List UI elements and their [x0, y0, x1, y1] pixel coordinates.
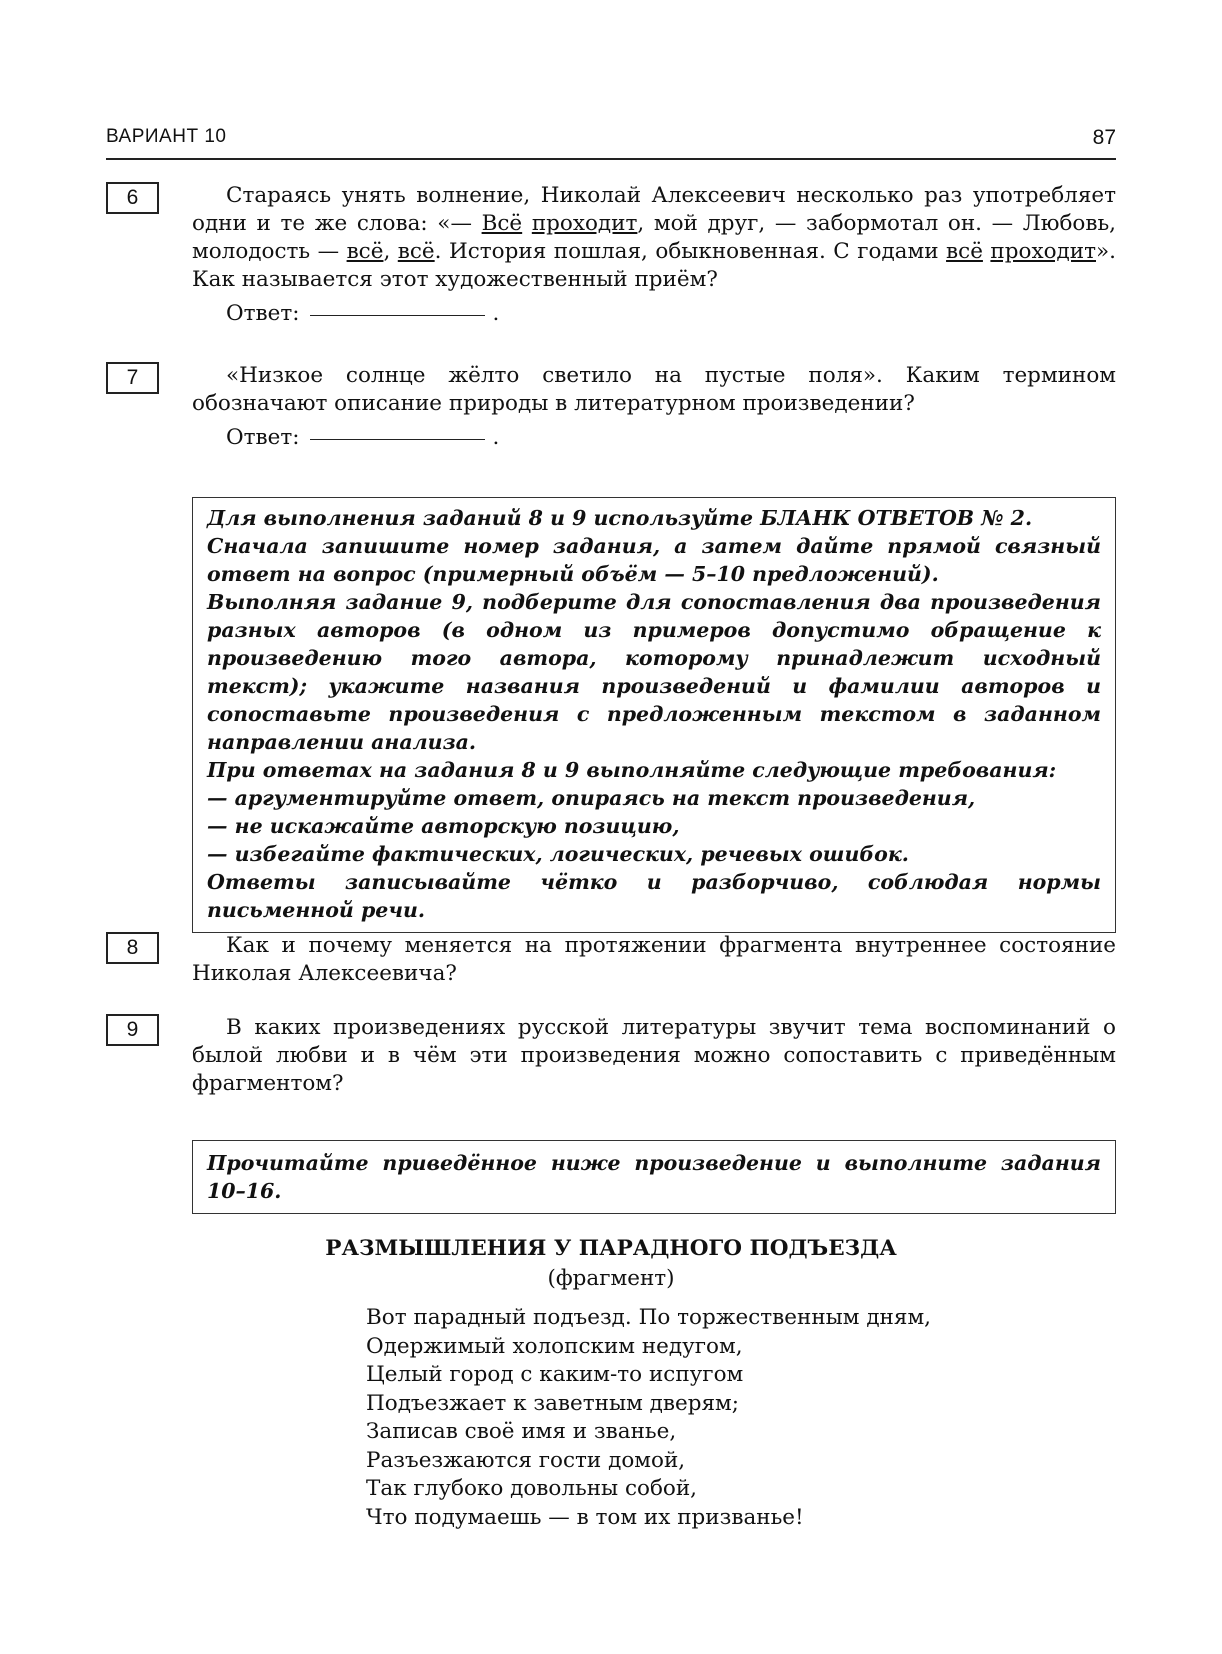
instruction-line: Ответы записывайте чётко и разборчиво, соблюдая нормы письменной речи.	[207, 870, 1101, 922]
read-instruction-box	[192, 1140, 1116, 1214]
instruction-line: — избегайте фактических, логических, речевых ошибок.	[207, 842, 909, 866]
answer-row: Ответ: .	[226, 425, 500, 450]
task-9-text: В каких произведениях русской литературы звучит тема воспоминаний о былой любви и в чём эти произведения можно сопоставить с приведённым фрагментом?	[192, 1015, 1116, 1096]
task-9	[106, 1014, 1116, 1098]
task-number-box: 8	[106, 932, 159, 964]
page-number: 87	[1092, 126, 1116, 149]
task-number-box: 7	[106, 362, 159, 394]
answer-input-line[interactable]	[310, 315, 485, 316]
poem-line: Записав своё имя и званье,	[366, 1419, 677, 1444]
answer-label: Ответ:	[226, 425, 300, 450]
instruction-line: Выполняя задание 9, подберите для сопоставления два произведения разных авторов (в одном из примеров допустимо обращение к произведению того автора, которому принадлежит исходный текст); укажите названия произведений и фамилии авторов и сопоставьте произведения с предложенным текстом в заданном направлении анализа.	[207, 590, 1101, 754]
poem-line: Целый город с каким-то испугом	[366, 1362, 744, 1387]
poem-line: Так глубоко довольны собой,	[366, 1476, 698, 1501]
variant-label: ВАРИАНТ 10	[106, 126, 227, 147]
instruction-box	[192, 497, 1116, 933]
task-7-text: «Низкое солнце жёлто светило на пустые поля». Каким термином обозначают описание природы в литературном произведении?	[192, 363, 1116, 416]
task-8	[106, 932, 1116, 988]
poem-body	[366, 1304, 931, 1532]
read-instruction-text: Прочитайте приведённое ниже произведение и выполните задания 10–16.	[207, 1151, 1101, 1203]
instruction-line: Сначала запишите номер задания, а затем дайте прямой связный ответ на вопрос (примерный объём — 5–10 предложений).	[207, 534, 1101, 586]
task-6-text: Стараясь унять волнение, Николай Алексеевич несколько раз употребляет одни и те же слова: «— Всё проходит, мой друг, — забормотал он. — Любовь, молодость — всё, всё. История пошлая, обыкновенная. С годами всё проходит». Как называется этот художественный приём?	[192, 183, 1116, 292]
task-number-box: 6	[106, 182, 159, 214]
poem-line: Что подумаешь — в том их призванье!	[366, 1504, 804, 1530]
answer-label: Ответ:	[226, 301, 300, 326]
poem-line: Вот парадный подъезд. По торжественным дням,	[366, 1305, 932, 1330]
poem-title: РАЗМЫШЛЕНИЯ У ПАРАДНОГО ПОДЪЕЗДА	[325, 1236, 897, 1261]
answer-row: Ответ: .	[226, 301, 500, 326]
poem-line: Разъезжаются гости домой,	[366, 1447, 686, 1473]
poem-subtitle: (фрагмент)	[547, 1266, 675, 1291]
instruction-line: При ответах на задания 8 и 9 выполняйте следующие требования:	[207, 758, 1057, 782]
instruction-line: — аргументируйте ответ, опираясь на текст произведения,	[207, 786, 976, 810]
instruction-line: — не искажайте авторскую позицию,	[207, 814, 680, 838]
task-8-text: Как и почему меняется на протяжении фрагмента внутреннее состояние Николая Алексеевича?	[192, 933, 1116, 986]
task-7	[106, 362, 1116, 452]
poem-line: Подъезжает к заветным дверям;	[366, 1390, 740, 1416]
instruction-line: Для выполнения заданий 8 и 9 используйте БЛАНК ОТВЕТОВ № 2.	[207, 506, 1033, 530]
page-header	[106, 122, 1116, 160]
poem-line: Одержимый холопским недугом,	[366, 1333, 743, 1359]
task-number-box: 9	[106, 1014, 159, 1046]
task-6	[106, 182, 1116, 328]
answer-input-line[interactable]	[310, 439, 485, 440]
